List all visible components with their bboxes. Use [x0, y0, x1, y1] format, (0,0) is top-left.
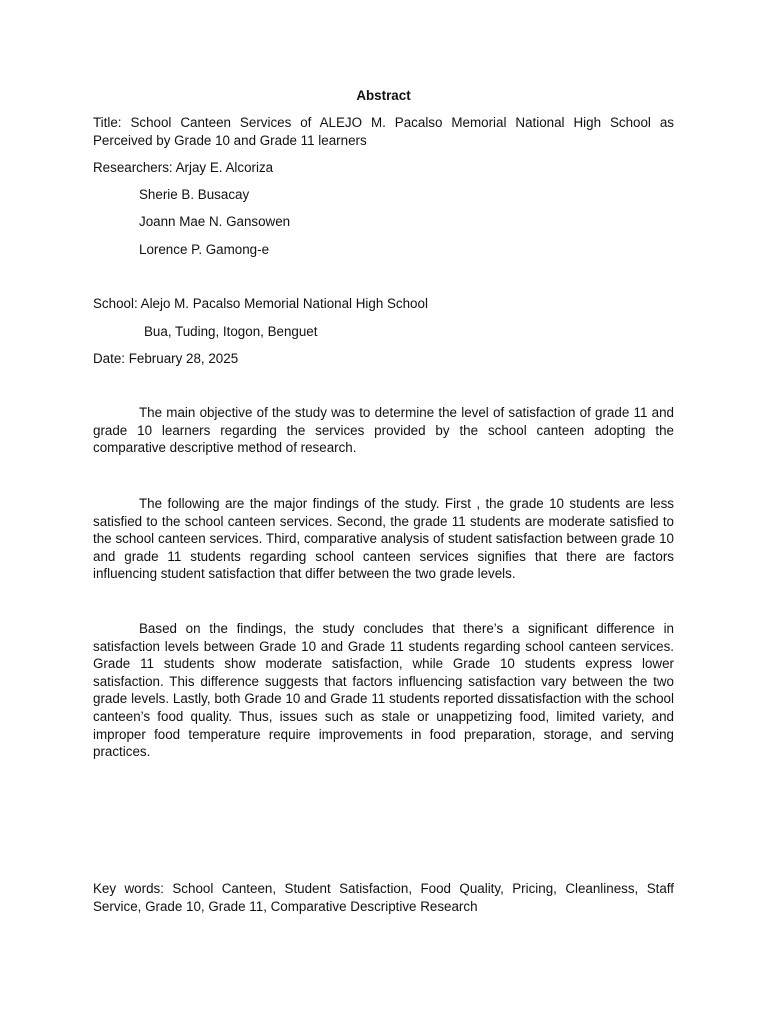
- researcher-name: Joann Mae N. Gansowen: [139, 214, 291, 229]
- researcher-name: Lorence P. Gamong-e: [139, 242, 270, 257]
- title-text: Title: School Canteen Services of ALEJO M. Pacalso Memorial National High School as Perceived by Grade 10 and Grade 11 learners: [93, 115, 674, 148]
- date-line: Date: February 28, 2025: [93, 351, 239, 366]
- researchers-line: Researchers: Arjay E. Alcoriza: [93, 160, 274, 175]
- abstract-heading: Abstract: [356, 88, 411, 103]
- researcher-name: Sherie B. Busacay: [139, 187, 250, 202]
- paragraph-objective: The main objective of the study was to determine the level of satisfaction of grade 11 and grade 10 learners regarding the services provided by the school canteen adopting the comparative descriptive method of research.: [93, 405, 674, 456]
- paragraph-conclusion: Based on the findings, the study concludes that there’s a significant difference in satisfaction levels between Grade 10 and Grade 11 students regarding school canteen services. Grade 11 students show moderate satisfaction, while Grade 10 students express lower satisfaction. This difference suggests that factors influencing satisfaction vary between the two grade levels. Lastly, both Grade 10 and Grade 11 students reported dissatisfaction with the school canteen’s food quality. Thus, issues such as stale or unappetizing food, limited variety, and improper food temperature require improvements in food preparation, storage, and serving practices.: [93, 621, 674, 760]
- school-line: School: Alejo M. Pacalso Memorial National High School: [93, 296, 428, 311]
- school-address: Bua, Tuding, Itogon, Benguet: [144, 324, 318, 339]
- paragraph-findings: The following are the major findings of the study. First , the grade 10 students are less satisfied to the school canteen services. Second, the grade 11 students are moderate satisfied to the school canteen services. Third, comparative analysis of student satisfaction between grade 10 and grade 11 students regarding school canteen services signifies that there are factors influencing student satisfaction that differ between the two grade levels.: [93, 496, 674, 582]
- keywords-text: Key words: School Canteen, Student Satisfaction, Food Quality, Pricing, Cleanliness, Staff Service, Grade 10, Grade 11, Comparative Descriptive Research: [93, 881, 674, 914]
- document-page: [93, 0, 674, 1024]
